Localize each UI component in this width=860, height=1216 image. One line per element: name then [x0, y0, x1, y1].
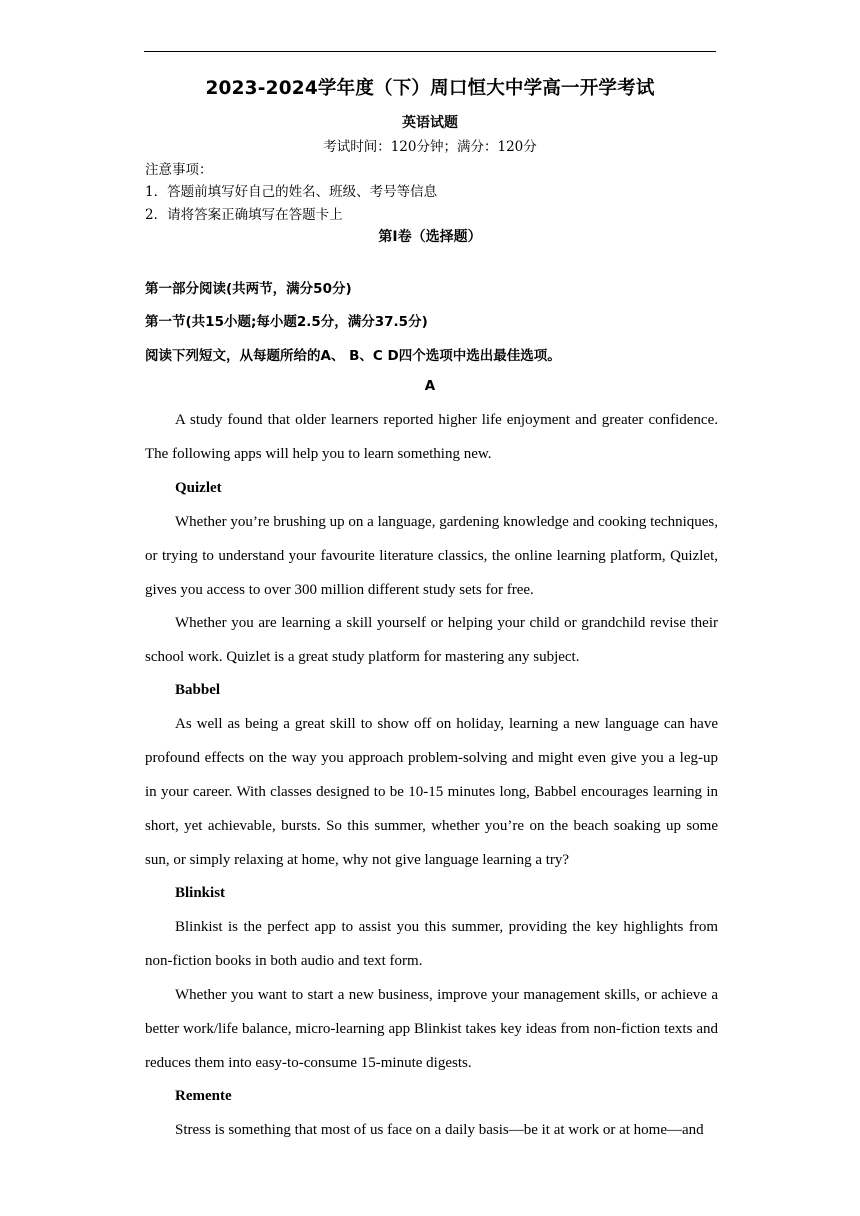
- passage-letter: A: [424, 378, 436, 394]
- notes-item-1: 1．答题前填写好自己的姓名、班级、考号等信息: [145, 184, 438, 200]
- subject-title: 英语试题: [402, 115, 458, 131]
- header-rule: [144, 51, 716, 52]
- section-title: 第一节(共15小题;每小题2.5分，满分37.5分): [145, 314, 428, 330]
- app-title-remente: Remente: [175, 1088, 232, 1104]
- volume-title: 第Ⅰ卷（选择题）: [378, 229, 482, 245]
- app-title-quizlet: Quizlet: [175, 480, 222, 496]
- notes-heading: 注意事项：: [145, 162, 213, 178]
- quizlet-paragraph-1: Whether you’re brushing up on a language, gardening knowledge and cooking techniques, or trying to understand your favourite literature classics, the online learning platform, Quizlet, gives you access to over 300 million different study sets for free.: [145, 514, 718, 598]
- exam-title: 2023-2024学年度（下）周口恒大中学高一开学考试: [205, 78, 655, 99]
- app-title-blinkist: Blinkist: [175, 885, 226, 901]
- babbel-paragraph-1: As well as being a great skill to show off on holiday, learning a new language can have profound effects on the way you approach problem-solving and might even give you a leg-up in your career. With classes designed to be 10-15 minutes long, Babbel encourages learning in short, yet achievable, bursts. So this summer, whether you’re on the beach soaking up some sun, or simply relaxing at home, why not give language learning a try?: [145, 716, 718, 868]
- blinkist-paragraph-1: Blinkist is the perfect app to assist you this summer, providing the key highlights from non-fiction books in both audio and text form.: [145, 919, 718, 969]
- exam-time-info: 考试时间：120分钟；满分：120分: [323, 139, 537, 155]
- quizlet-paragraph-2: Whether you are learning a skill yourself or helping your child or grandchild revise their school work. Quizlet is a great study platform for mastering any subject.: [145, 615, 718, 665]
- part-title: 第一部分阅读(共两节，满分50分): [145, 281, 352, 297]
- remente-paragraph-1: Stress is something that most of us face on a daily basis—be it at work or at home—and: [175, 1122, 704, 1138]
- blinkist-paragraph-2: Whether you want to start a new business, improve your management skills, or achieve a better work/life balance, micro-learning app Blinkist takes key ideas from non-fiction texts and reduces them into easy-to-consume 15-minute digests.: [145, 987, 718, 1071]
- reading-instruction: 阅读下列短文，从每题所给的A、 B、C D四个选项中选出最佳选项。: [145, 348, 561, 364]
- notes-item-2: 2．请将答案正确填写在答题卡上: [145, 207, 343, 223]
- app-title-babbel: Babbel: [175, 682, 221, 698]
- passage-intro: A study found that older learners reported higher life enjoyment and greater confidence. The following apps will help you to learn something new.: [145, 412, 718, 462]
